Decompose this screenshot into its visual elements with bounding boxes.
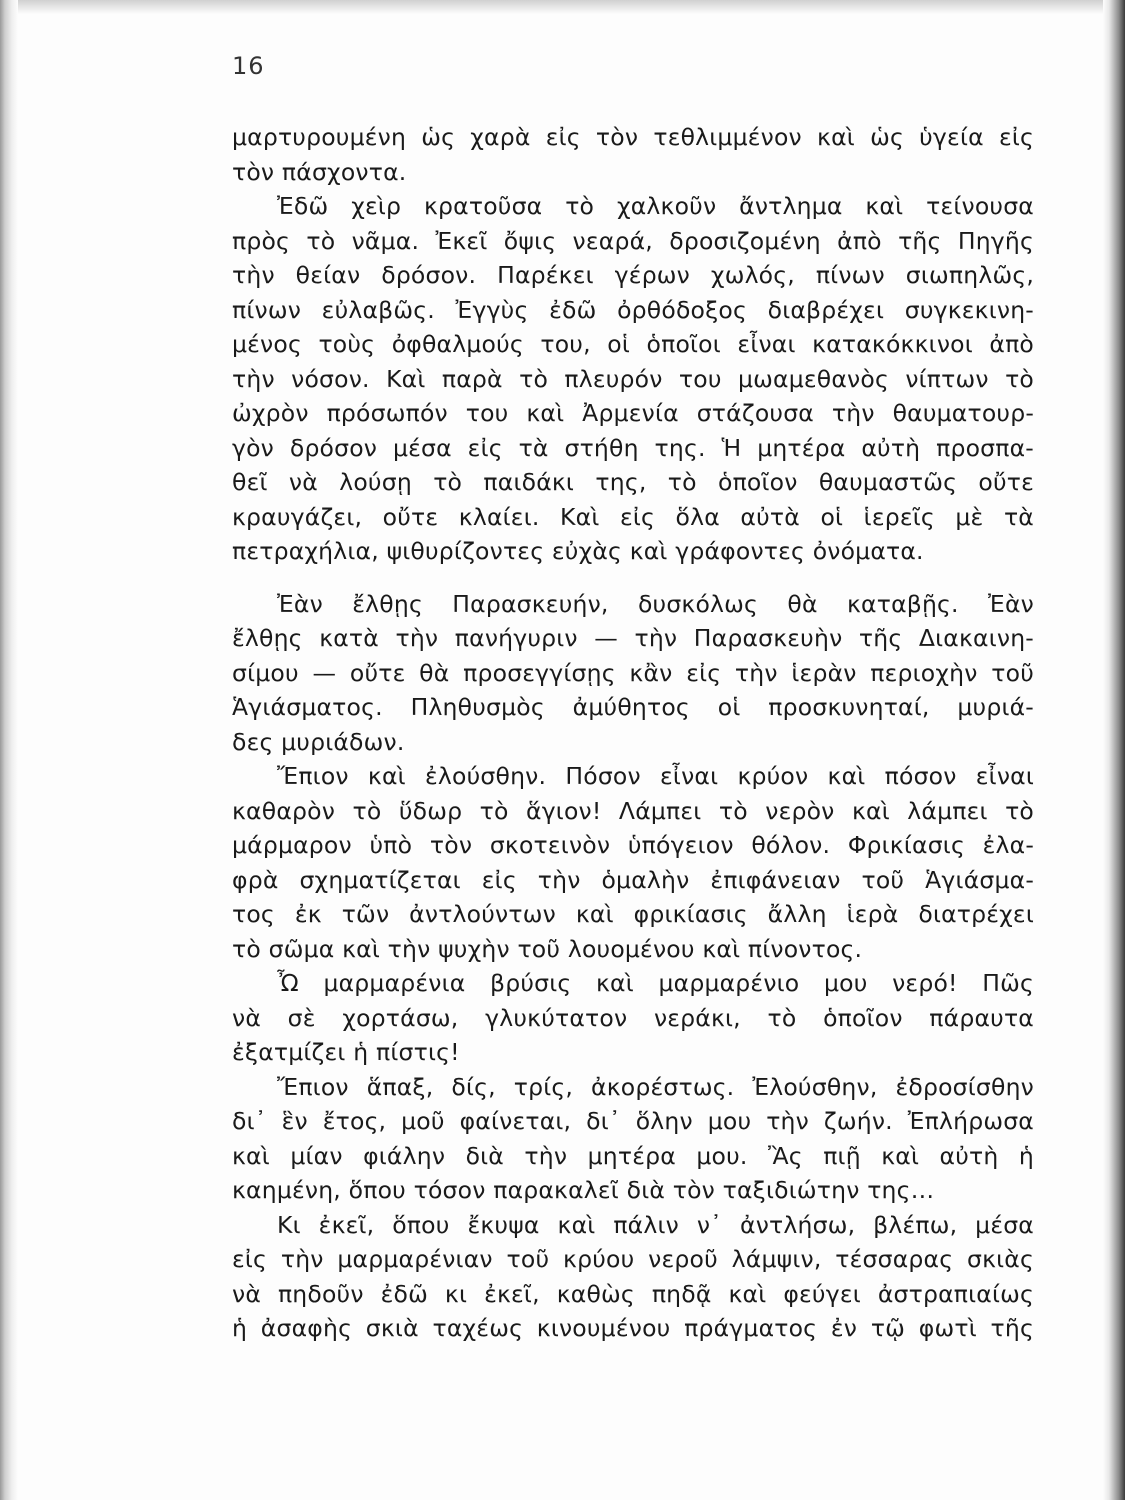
text-line: Ἁγιάσματος. Πληθυσμὸς ἀμύθητος οἱ προσκυνηταί, μυριά- bbox=[232, 693, 1034, 721]
text-line: μένος τοὺς ὀφθαλμούς του, οἱ ὁποῖοι εἶναι κατακόκκινοι ἀπὸ bbox=[232, 330, 1034, 358]
text-line: γὸν δρόσον μέσα εἰς τὰ στήθη της. Ἡ μητέρα αὐτὴ προσπα- bbox=[232, 433, 1034, 462]
text-line: καθαρὸν τὸ ὕδωρ τὸ ἅγιον! Λάμπει τὸ νερὸν καὶ λάμπει τὸ bbox=[232, 796, 1034, 825]
text-line: σίμου — οὔτε θὰ προσεγγίσῃς κἂν εἰς τὴν ἱερὰν περιοχὴν τοῦ bbox=[232, 658, 1034, 687]
paragraph-gap bbox=[232, 569, 1034, 587]
paragraph bbox=[232, 587, 1034, 760]
paragraph bbox=[232, 966, 1034, 1070]
paragraph bbox=[232, 1070, 1034, 1208]
text-line: καὶ μίαν φιάλην διὰ τὴν μητέρα μου. Ἂς πιῇ καὶ αὐτὴ ἡ bbox=[232, 1141, 1034, 1170]
text-line: νὰ πηδοῦν ἐδῶ κι ἐκεῖ, καθὼς πηδᾷ καὶ φεύγει ἀστραπιαίως bbox=[232, 1279, 1034, 1308]
page-number: 16 bbox=[232, 52, 265, 80]
page-left-edge bbox=[0, 0, 18, 1500]
text-line: πίνων εὐλαβῶς. Ἐγγὺς ἐδῶ ὀρθόδοξος διαβρέχει συγκεκινη- bbox=[232, 295, 1034, 324]
text-line: τὸν πάσχοντα. bbox=[232, 157, 407, 186]
text-line: πετραχήλια, ψιθυρίζοντες εὐχὰς καὶ γράφοντες ὀνόματα. bbox=[232, 537, 924, 565]
text-line: θεῖ νὰ λούσῃ τὸ παιδάκι της, τὸ ὁποῖον θαυμαστῶς οὔτε bbox=[232, 468, 1034, 496]
text-line: τος ἐκ τῶν ἀντλούντων καὶ φρικίασις ἄλλη ἱερὰ διατρέχει bbox=[232, 900, 1034, 928]
body-text bbox=[232, 120, 1034, 1346]
text-line: Ἔπιον ἅπαξ, δίς, τρίς, ἀκορέστως. Ἐλούσθην, ἐδροσίσθην bbox=[277, 1072, 1034, 1101]
text-line: κραυγάζει, οὔτε κλαίει. Καὶ εἰς ὅλα αὐτὰ οἱ ἱερεῖς μὲ τὰ bbox=[232, 502, 1034, 531]
text-line: ἡ ἀσαφὴς σκιὰ ταχέως κινουμένου πράγματος ἐν τῷ φωτὶ τῆς bbox=[232, 1314, 1034, 1342]
text-line: μαρτυρουμένη ὡς χαρὰ εἰς τὸν τεθλιμμένον καὶ ὡς ὑγεία εἰς bbox=[232, 123, 1034, 151]
text-line: ἔλθῃς κατὰ τὴν πανήγυριν — τὴν Παρασκευὴν τῆς Διακαινη- bbox=[232, 624, 1034, 652]
text-line: πρὸς τὸ νᾶμα. Ἐκεῖ ὄψις νεαρά, δροσιζομένη ἀπὸ τῆς Πηγῆς bbox=[232, 226, 1034, 255]
text-line: Κι ἐκεῖ, ὅπου ἔκυψα καὶ πάλιν ν᾽ ἀντλήσω, βλέπω, μέσα bbox=[277, 1210, 1034, 1239]
page-right-edge bbox=[1103, 0, 1125, 1500]
text-line: τὴν θείαν δρόσον. Παρέκει γέρων χωλός, πίνων σιωπηλῶς, bbox=[232, 261, 1034, 289]
text-line: φρὰ σχηματίζεται εἰς τὴν ὁμαλὴν ἐπιφάνειαν τοῦ Ἁγιάσμα- bbox=[232, 865, 1034, 894]
text-line: νὰ σὲ χορτάσω, γλυκύτατον νεράκι, τὸ ὁποῖον πάραυτα bbox=[232, 1003, 1034, 1032]
paragraph bbox=[232, 1208, 1034, 1346]
paragraph bbox=[232, 120, 1034, 189]
text-line: τὸ σῶμα καὶ τὴν ψυχὴν τοῦ λουομένου καὶ πίνοντος. bbox=[232, 934, 863, 963]
text-line: μάρμαρον ὑπὸ τὸν σκοτεινὸν ὑπόγειον θόλον. Φρικίασις ἐλα- bbox=[232, 831, 1034, 859]
paragraph bbox=[232, 759, 1034, 966]
page-top-edge bbox=[0, 0, 1125, 14]
text-line: Ἐὰν ἔλθῃς Παρασκευήν, δυσκόλως θὰ καταβῇς. Ἐὰν bbox=[277, 589, 1034, 618]
text-line: Ἐδῶ χεὶρ κρατοῦσα τὸ χαλκοῦν ἄντλημα καὶ τείνουσα bbox=[277, 192, 1034, 220]
paragraph bbox=[232, 189, 1034, 569]
text-line: ὠχρὸν πρόσωπόν του καὶ Ἀρμενία στάζουσα τὴν θαυματουρ- bbox=[232, 399, 1034, 427]
text-line: Ὦ μαρμαρένια βρύσις καὶ μαρμαρένιο μου νερό! Πῶς bbox=[277, 969, 1034, 997]
text-line: Ἔπιον καὶ ἐλούσθην. Πόσον εἶναι κρύον καὶ πόσον εἶναι bbox=[277, 762, 1034, 790]
text-line: ἐξατμίζει ἡ πίστις! bbox=[232, 1038, 460, 1066]
text-line: τὴν νόσον. Καὶ παρὰ τὸ πλευρόν του μωαμεθανὸς νίπτων τὸ bbox=[232, 364, 1034, 393]
text-line: δες μυριάδων. bbox=[232, 727, 405, 756]
text-line: καημένη, ὅπου τόσον παρακαλεῖ διὰ τὸν ταξιδιώτην της… bbox=[232, 1176, 935, 1204]
text-line: εἰς τὴν μαρμαρένιαν τοῦ κρύου νεροῦ λάμψιν, τέσσαρας σκιὰς bbox=[232, 1245, 1034, 1273]
text-line: δι᾽ ἓν ἔτος, μοῦ φαίνεται, δι᾽ ὅλην μου τὴν ζωήν. Ἐπλήρωσα bbox=[232, 1107, 1034, 1135]
